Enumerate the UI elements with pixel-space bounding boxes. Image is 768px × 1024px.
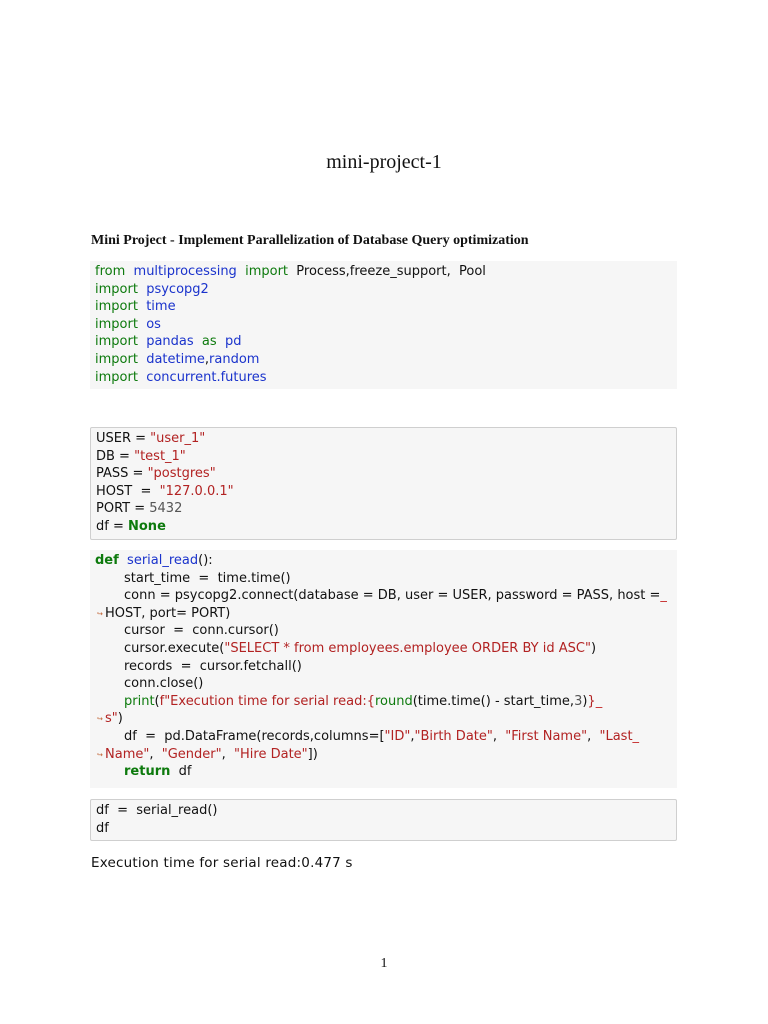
code-line: import psycopg2 — [95, 281, 209, 297]
page-number: 1 — [380, 956, 388, 971]
code-line: cursor.execute("SELECT * from employees.employee ORDER BY id ASC") — [124, 640, 597, 656]
code-line: conn.close() — [124, 676, 204, 692]
code-cell-call[interactable] — [90, 799, 677, 841]
code-line: PORT = 5432 — [96, 501, 183, 517]
code-line: start_time = time.time() — [124, 570, 291, 586]
code-line: import time — [95, 299, 176, 315]
code-line: cursor = conn.cursor() — [124, 623, 279, 639]
code-line: conn = psycopg2.connect(database = DB, user = USER, password = PASS, host =​_ — [124, 588, 667, 604]
cell-output: Execution time for serial read:0.477 s — [91, 855, 353, 871]
code-line: df = serial_read() — [96, 803, 218, 818]
code-line: PASS = "postgres" — [96, 466, 216, 482]
code-cell-imports[interactable] — [90, 261, 677, 389]
code-cell-serial-read[interactable] — [90, 550, 677, 788]
code-line: df — [96, 820, 109, 836]
code-line: return df — [124, 764, 192, 780]
code-line: df = None — [96, 518, 166, 534]
code-line: ↪ s") — [95, 710, 672, 728]
code-line: import concurrent.futures — [95, 369, 267, 385]
code-line: df = pd.DataFrame(records,columns=["ID","Birth Date", "First Name", "Last_ — [124, 728, 640, 744]
code-line: from multiprocessing import Process,freeze_support, Pool — [95, 264, 486, 279]
code-line: HOST = "127.0.0.1" — [96, 483, 234, 499]
code-line: ↪ HOST, port= PORT) — [95, 605, 672, 623]
line-wrap-arrow-icon: ↪ — [97, 750, 103, 759]
code-line: print(f"Execution time for serial read:{round(time.time() - start_time,3)}​_ — [124, 693, 603, 709]
code-cell-config[interactable] — [90, 427, 677, 540]
code-line: import os — [95, 316, 161, 332]
section-heading: Mini Project - Implement Parallelization of Database Query optimization — [91, 233, 529, 248]
code-line: import datetime,random — [95, 351, 260, 367]
code-line: import pandas as pd — [95, 334, 242, 350]
line-wrap-arrow-icon: ↪ — [97, 715, 103, 724]
document-title: mini-project-1 — [326, 151, 442, 173]
code-line: records = cursor.fetchall() — [124, 658, 302, 674]
code-line: ↪ Name", "Gender", "Hire Date"]) — [95, 746, 672, 764]
code-line: DB = "test_1" — [96, 448, 186, 464]
line-wrap-arrow-icon: ↪ — [97, 609, 103, 618]
code-line: USER = "user_1" — [96, 431, 206, 446]
code-line: def serial_read(): — [95, 553, 213, 568]
